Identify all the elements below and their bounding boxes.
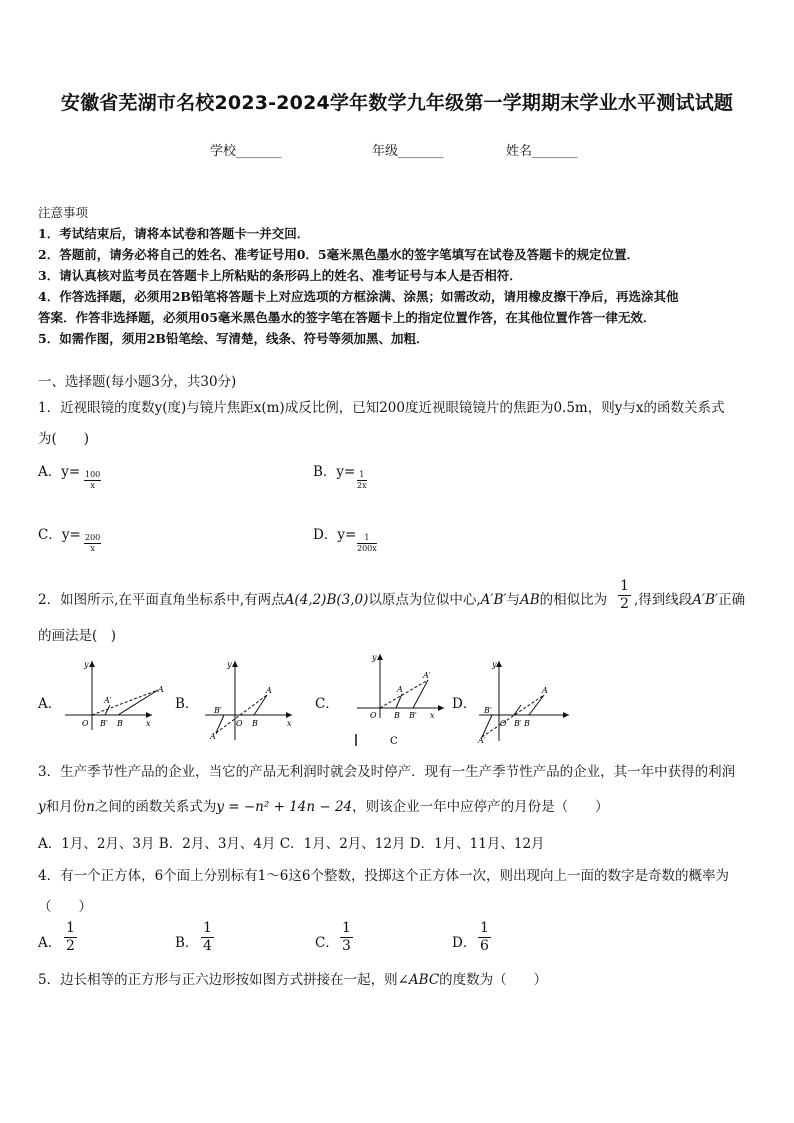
- question-3-text: 3．生产季节性产品的企业，当它的产品无利润时就会及时停产．现有一生产季节性产品的企业，其一年中获得的利润: [38, 764, 736, 780]
- svg-text:y: y: [492, 660, 497, 669]
- q2-option-b-label: B．: [175, 696, 199, 712]
- svg-text:A′: A′: [423, 671, 431, 680]
- svg-text:O: O: [236, 719, 243, 728]
- svg-text:y: y: [227, 660, 232, 669]
- svg-text:x: x: [287, 719, 292, 728]
- q1-option-a-label: A．y=: [38, 464, 81, 480]
- q2-figure-d: [474, 655, 574, 745]
- svg-text:B: B: [117, 719, 123, 728]
- question-2-text-2: 的画法是( ): [38, 628, 117, 644]
- q1-option-a-fraction: $\frac{100}{x}$: [85, 470, 101, 490]
- q4-option-a-label: A．: [38, 935, 62, 951]
- svg-text:x: x: [146, 719, 151, 728]
- question-2-text: 2．如图所示,在平面直角坐标系中,有两点A(4,2)B(3,0)以原点为位似中心,A′B′与AB的相似比为: [38, 592, 608, 608]
- page-title: 安徽省芜湖市名校2023-2024学年数学九年级第一学期期末学业水平测试试题: [60, 92, 734, 114]
- q4-option-c-label: C．: [315, 935, 339, 951]
- question-4-text-2: （ ）: [38, 899, 92, 915]
- svg-text:A′: A′: [478, 736, 486, 745]
- q4-option-b-fraction: $\frac{1}{4}$: [203, 920, 212, 954]
- q4-option-d-fraction: $\frac{1}{6}$: [480, 920, 489, 954]
- svg-text:B′: B′: [100, 719, 108, 728]
- svg-text:A′: A′: [210, 732, 218, 741]
- question-1-text-2: 为( ): [38, 431, 90, 447]
- q2-option-c-label: C．: [315, 696, 339, 712]
- q2-ratio-fraction: $\frac{1}{2}$: [620, 578, 629, 612]
- question-4-text: 4．有一个正方体，6个面上分别标有1～6这6个整数，投掷这个正方体一次，则出现向上一面的数字是奇数的概率为: [38, 868, 729, 884]
- svg-text:B: B: [394, 711, 400, 720]
- grade-field: 年级_______: [372, 144, 444, 159]
- svg-text:A: A: [158, 685, 164, 694]
- svg-text:A: A: [266, 686, 272, 695]
- svg-text:A′: A′: [104, 696, 112, 705]
- q4-option-a-fraction: $\frac{1}{2}$: [66, 920, 75, 954]
- q1-option-c-label: C．y=: [38, 527, 81, 543]
- q1-option-b-fraction: $\frac{1}{2x}$: [357, 470, 367, 490]
- q4-option-c-fraction: $\frac{1}{3}$: [342, 920, 351, 954]
- notice-heading: 注意事项: [38, 205, 89, 220]
- notice-item: 4．作答选择题，必须用2B铅笔将答题卡上对应选项的方框涂满、涂黑；如需改动，请用橡皮擦干净后，再选涂其他: [38, 289, 679, 304]
- section-heading: 一、选择题(每小题3分，共30分): [38, 374, 237, 390]
- q1-option-b-label: B．y=: [313, 464, 356, 480]
- svg-text:y: y: [84, 660, 89, 669]
- q1-option-d-fraction: $\frac{1}{200x}$: [357, 533, 377, 553]
- q2-figure-c: [352, 648, 452, 748]
- q4-option-b-label: B．: [175, 935, 199, 951]
- name-field: 姓名_______: [506, 144, 578, 159]
- q2-figure-a: [60, 655, 164, 735]
- svg-text:B′: B′: [214, 706, 222, 715]
- q2-option-d-label: D．: [452, 696, 477, 712]
- question-3-text-2: y和月份n之间的函数关系式为y = −n² + 14n − 24，则该企业一年中应停产的月份是（ ）: [38, 799, 609, 815]
- svg-text:B′: B′: [484, 706, 492, 715]
- svg-text:A: A: [542, 686, 548, 695]
- svg-text:B′: B′: [409, 711, 417, 720]
- q1-option-d-label: D．y=: [313, 527, 357, 543]
- question-3-options: A．1月、2月、3月 B．2月、3月、4月 C．1月、2月、12月 D．1月、11月、12月: [38, 836, 545, 852]
- school-field: 学校_______: [210, 144, 282, 159]
- notice-item: 2．答题前，请务必将自己的姓名、准考证号用0．5毫米黑色墨水的签字笔填写在试卷及答题卡的规定位置．: [38, 247, 640, 262]
- svg-text:x: x: [430, 711, 435, 720]
- svg-text:C: C: [390, 736, 398, 747]
- q1-option-c-fraction: $\frac{200}{x}$: [85, 533, 101, 553]
- notice-item: 5．如需作图，须用2B铅笔绘、写清楚，线条、符号等须加黑、加粗．: [38, 331, 429, 346]
- svg-text:B′: B′: [514, 719, 522, 728]
- question-5-text: 5．边长相等的正方形与正六边形按如图方式拼接在一起，则∠ABC的度数为（ ）: [38, 972, 548, 988]
- svg-text:B: B: [252, 719, 258, 728]
- svg-text:A: A: [397, 685, 403, 694]
- q2-figure-b: [200, 655, 300, 743]
- svg-text:y: y: [372, 653, 377, 662]
- svg-text:O: O: [82, 719, 89, 728]
- svg-text:O: O: [500, 719, 507, 728]
- q4-option-d-label: D．: [452, 935, 477, 951]
- notice-item: 3．请认真核对监考员在答题卡上所粘贴的条形码上的姓名、准考证号与本人是否相符．: [38, 268, 522, 283]
- svg-text:B: B: [524, 719, 530, 728]
- q2-option-a-label: A．: [38, 696, 62, 712]
- svg-text:O: O: [370, 711, 377, 720]
- notice-item: 1．考试结束后，请将本试卷和答题卡一并交回．: [38, 226, 310, 241]
- question-2-text-end: ,得到线段A′B′正确: [634, 592, 746, 608]
- notice-item: 答案．作答非选择题，必须用05毫米黑色墨水的签字笔在答题卡上的指定位置作答，在其他位置作答一律无效．: [38, 310, 656, 325]
- question-1-text: 1．近视眼镜的度数y(度)与镜片焦距x(m)成反比例，已知200度近视眼镜镜片的焦距为0.5m，则y与x的函数关系式: [38, 400, 725, 416]
